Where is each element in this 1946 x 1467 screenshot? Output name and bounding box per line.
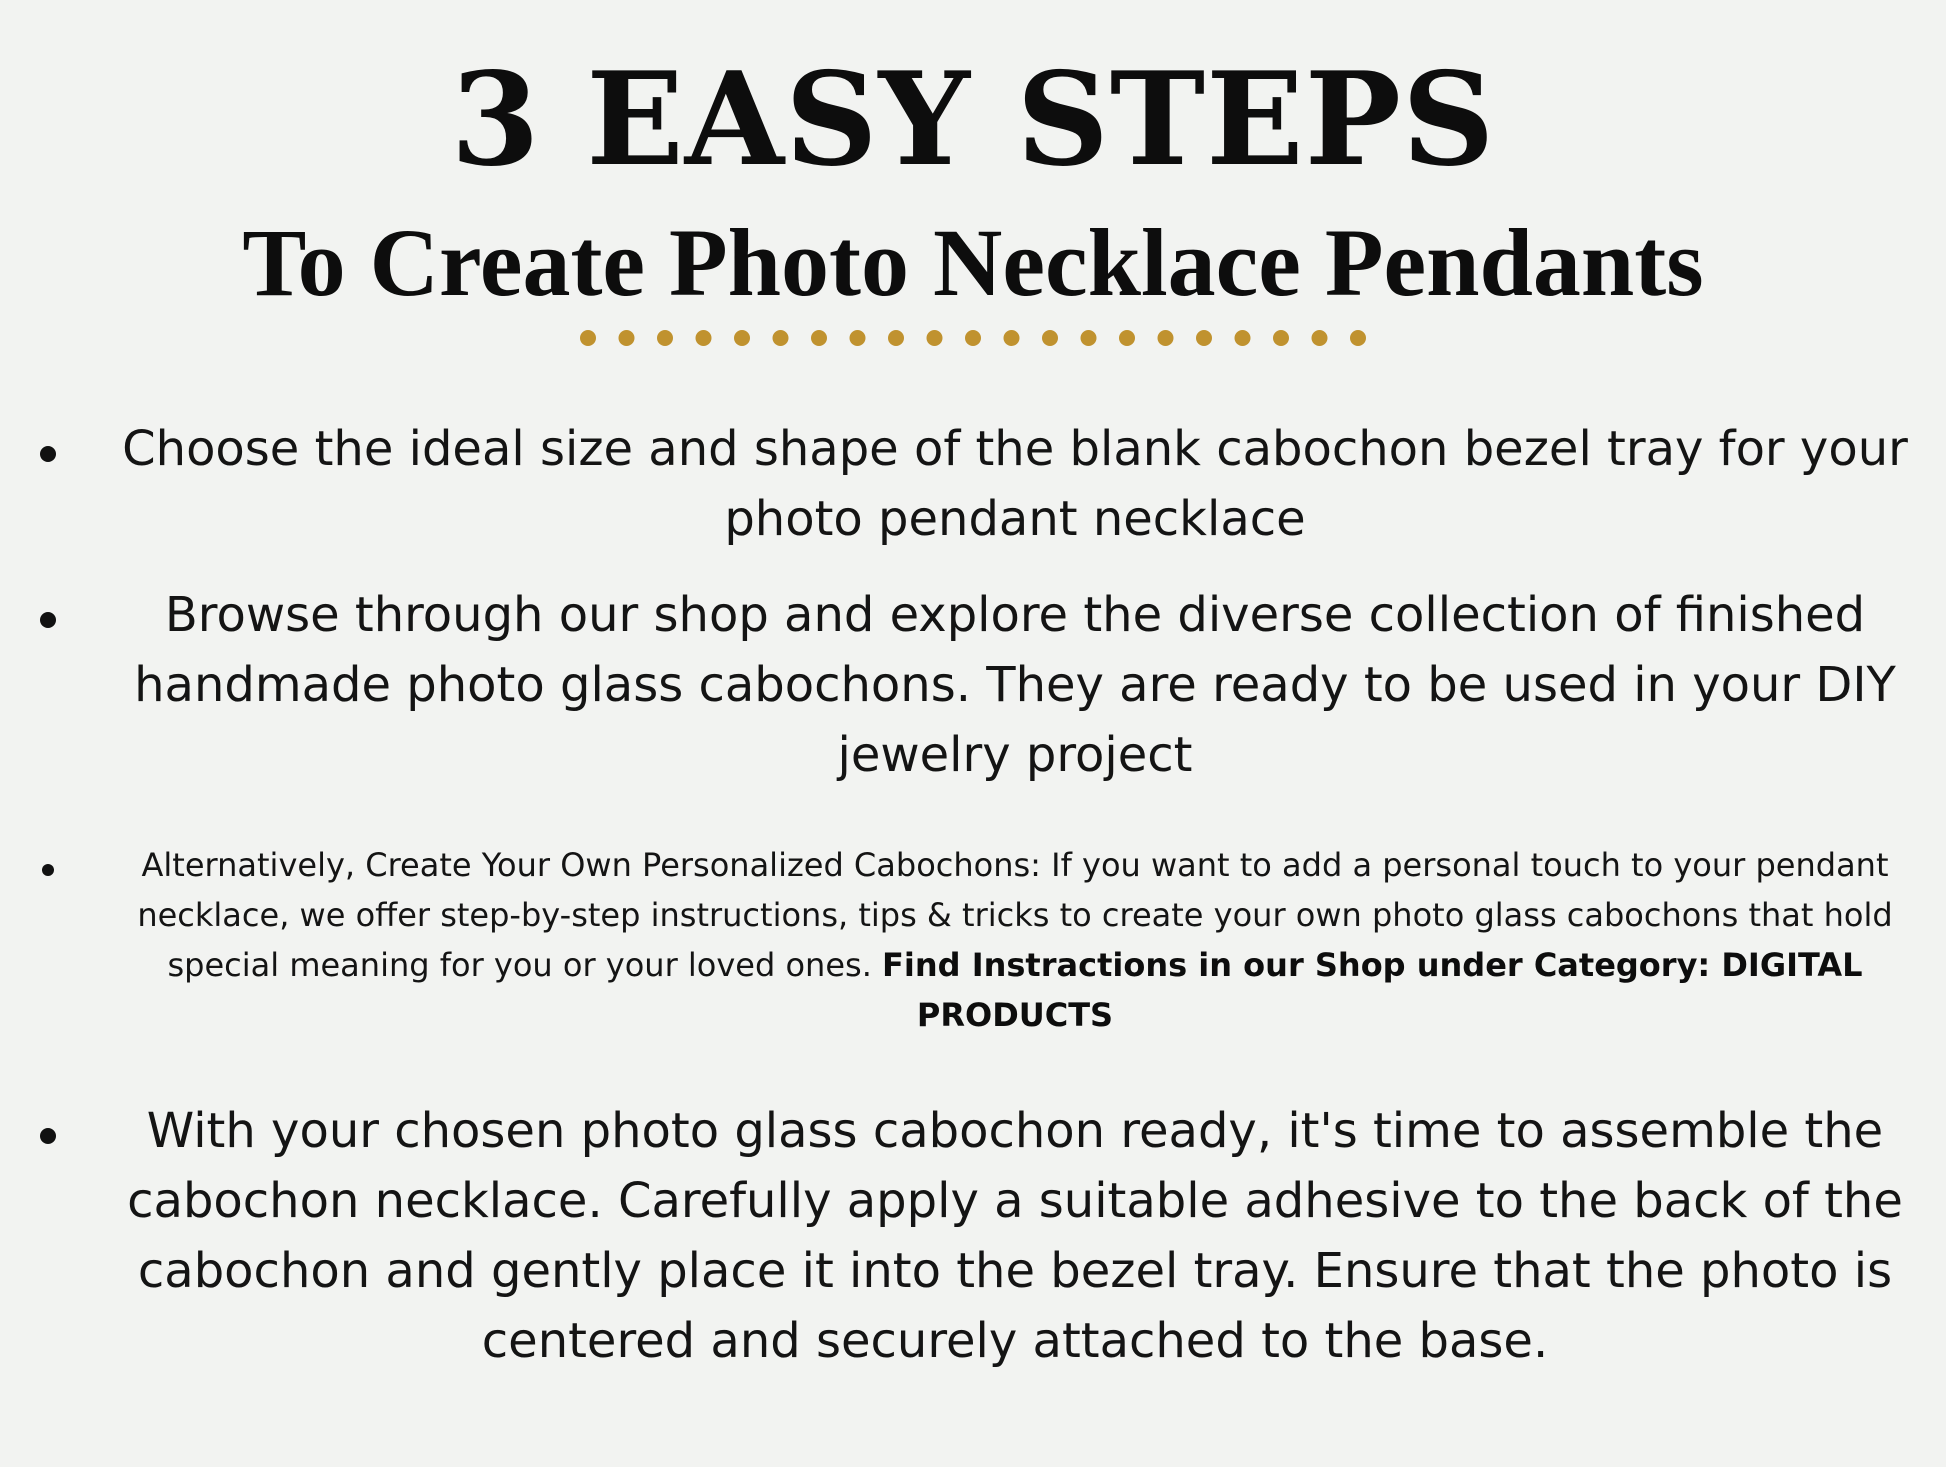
step-text-3-body: Alternatively, Create Your Own Personalized Cabochons: If you want to add a personal touch to your pendant necklace, we offer step-by-step instructions, tips & tricks to create your own photo glass cabochons that hold special meaning for you or your loved ones. (137, 846, 1893, 984)
divider-dot (773, 330, 789, 346)
divider-dot (1042, 330, 1058, 346)
bullet-icon (42, 864, 54, 876)
step-text-4: With your chosen photo glass cabochon ready, it's time to assemble the cabochon necklace. Carefully apply a suitable adhesive to the back of the cabochon and gently place it into the bezel tray. Ensure that the photo is centered and securely attached to the base. (127, 1103, 1903, 1369)
divider-dot (965, 330, 981, 346)
divider-dot (580, 330, 596, 346)
divider-dot (850, 330, 866, 346)
bullet-icon (40, 1128, 56, 1144)
divider-dot (1235, 330, 1251, 346)
page-title: 3 EASY STEPS (450, 45, 1496, 195)
dotted-divider (580, 328, 1366, 348)
divider-dot (1158, 330, 1174, 346)
divider-dot (619, 330, 635, 346)
shop-category-note: Find Instractions in our Shop under Category: DIGITAL PRODUCTS (882, 946, 1863, 1034)
divider-dot (734, 330, 750, 346)
divider-dot (657, 330, 673, 346)
divider-dot (1350, 330, 1366, 346)
step-text-2: Browse through our shop and explore the diverse collection of finished handmade photo glass cabochons. They are ready to be used in your DIY jewelry project (134, 587, 1896, 783)
divider-dot (1004, 330, 1020, 346)
step-text-3 (120, 840, 1910, 1040)
divider-dot (927, 330, 943, 346)
page-subtitle: To Create Photo Necklace Pendants (242, 209, 1704, 316)
divider-dot (1312, 330, 1328, 346)
divider-dot (1081, 330, 1097, 346)
divider-dot (888, 330, 904, 346)
step-text-1: Choose the ideal size and shape of the blank cabochon bezel tray for your photo pendant necklace (122, 421, 1908, 547)
divider-dot (1273, 330, 1289, 346)
divider-dot (1119, 330, 1135, 346)
divider-dot (696, 330, 712, 346)
divider-dot (1196, 330, 1212, 346)
bullet-icon (40, 446, 56, 462)
divider-dot (811, 330, 827, 346)
bullet-icon (40, 612, 56, 628)
